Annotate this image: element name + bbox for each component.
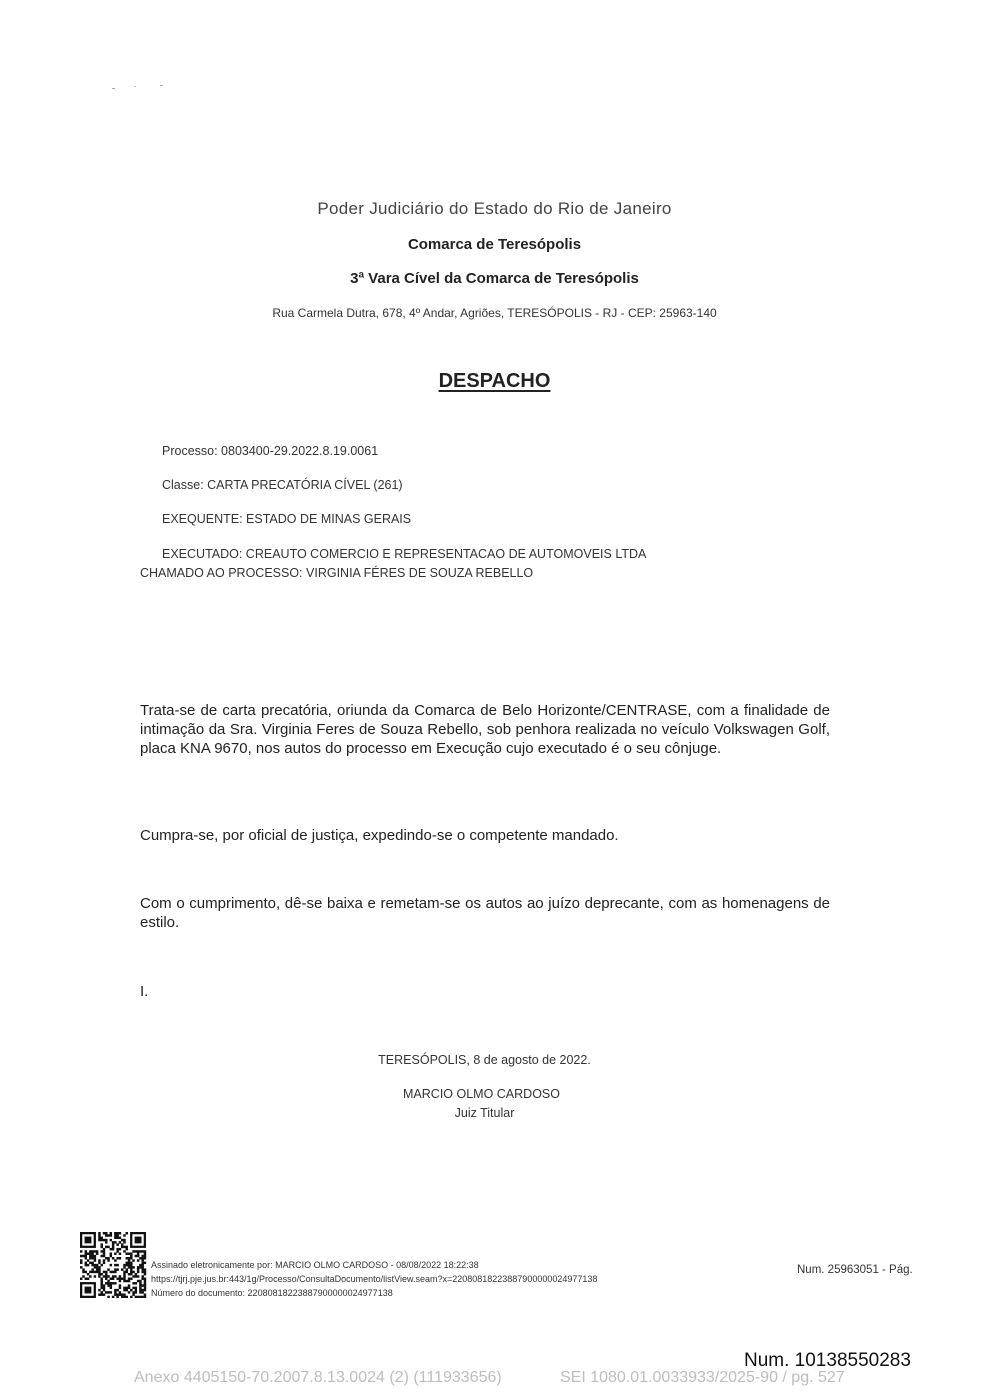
signer-role: Juiz Titular (454, 1106, 515, 1120)
chamado-line: CHAMADO AO PROCESSO: VIRGINIA FÉRES DE SOUZA REBELLO (140, 566, 534, 580)
court-name: Poder Judiciário do Estado do Rio de Janeiro (317, 199, 672, 218)
vara-name: 3ª Vara Cível da Comarca de Teresópolis (350, 270, 639, 287)
sei-reference: SEI 1080.01.0033933/2025-90 / pg. 527 (560, 1369, 845, 1386)
place-date: TERESÓPOLIS, 8 de agosto de 2022. (378, 1053, 591, 1067)
annex-reference: Anexo 4405150-70.2007.8.13.0024 (2) (111933656) (134, 1369, 502, 1386)
body-paragraph-2: Cumpra-se, por oficial de justiça, expedindo-se o competente mandado. (140, 827, 619, 844)
exequente-line: EXEQUENTE: ESTADO DE MINAS GERAIS (162, 512, 412, 526)
executado-line: EXECUTADO: CREAUTO COMERCIO E REPRESENTACAO DE AUTOMOVEIS LTDA (162, 547, 647, 561)
document-title: DESPACHO (438, 370, 551, 392)
body-paragraph-1: Trata-se de carta precatória, oriunda da Comarca de Belo Horizonte/CENTRASE, com a finalidade de intimação da Sra. Virginia Feres de Souza Rebello, sob penhora realizada no veículo Volkswagen Golf, placa KNA 9670, nos autos do processo em Execução cujo executado é o seu cônjuge. (140, 702, 830, 757)
comarca-name: Comarca de Teresópolis (407, 236, 582, 253)
scan-specks (112, 84, 172, 94)
body-paragraph-4: I. (140, 983, 149, 1000)
signed-by-line: Assinado eletronicamente por: MARCIO OLMO CARDOSO - 08/08/2022 18:22:38 (151, 1260, 479, 1270)
court-address: Rua Carmela Dutra, 678, 4º Andar, Agriões, TERESÓPOLIS - RJ - CEP: 25963-140 (272, 306, 717, 320)
verification-url[interactable]: https://tjrj.pje.jus.br:443/1g/Processo/ConsultaDocumento/listView.seam?x=22080818223887900000024977138 (151, 1274, 598, 1284)
page-number: Num. 25963051 - Pág. (797, 1264, 913, 1276)
signer-name: MARCIO OLMO CARDOSO (403, 1087, 560, 1101)
document-number: Número do documento: 22080818223887900000024977138 (151, 1288, 393, 1298)
body-paragraph-3: Com o cumprimento, dê-se baixa e remetam-se os autos ao juízo deprecante, com as homenagens de estilo. (140, 895, 830, 931)
qr-code-icon (79, 1232, 147, 1298)
stamp-number: Num. 10138550283 (744, 1350, 911, 1371)
classe-line: Classe: CARTA PRECATÓRIA CÍVEL (261) (162, 478, 403, 492)
processo-line: Processo: 0803400-29.2022.8.19.0061 (162, 444, 379, 458)
